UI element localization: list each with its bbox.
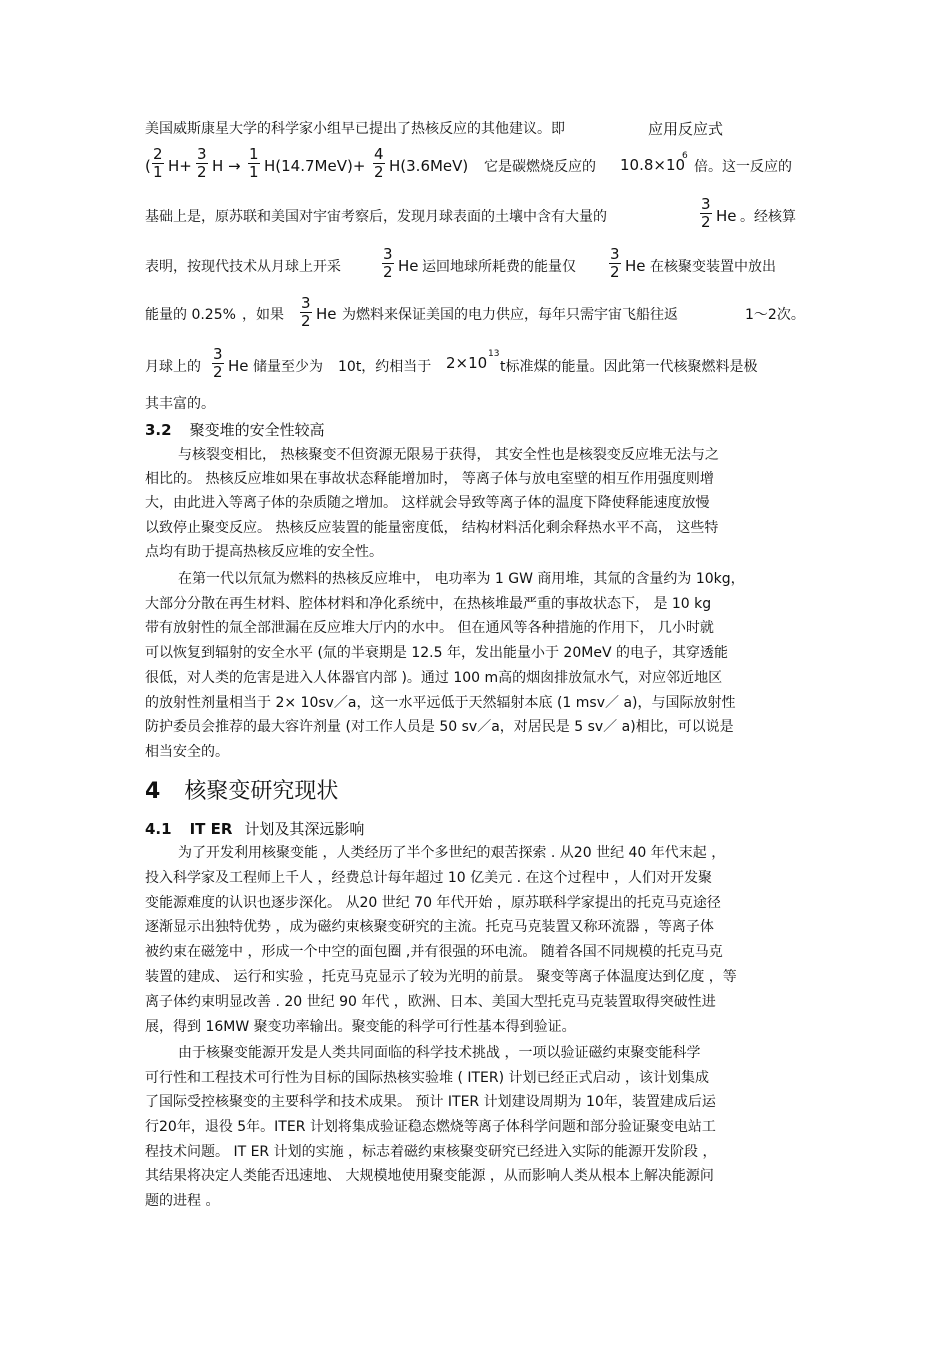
helium-symbol: He [716,207,737,225]
text-line: 展，得到 16MW 聚变功率输出。聚变能的科学可行性基本得到验证。 [145,1019,576,1035]
section-name: IT ER [189,820,233,838]
chapter-number: 4 [145,779,161,804]
text-line: 被约束在磁笼中 ，形成一个中空的面包圈 ,并有很强的环电流。 随着各国不同规模的托克马克 [145,944,723,960]
text-line: 题的进程 。 [145,1193,220,1209]
text-line: 可以恢复到辐射的安全水平 (氚的半衰期是 12.5 年，发出能量小于 20MeV 的电子，其穿透能 [145,645,728,661]
text-fragment: 它是碳燃烧反应的 [484,159,596,175]
text-fragment: 1～2次。 [745,307,805,323]
text-fragment: 10t，约相当于 [338,359,432,375]
fraction-denominator: 2 [383,263,393,281]
fraction-denominator: 2 [213,363,223,381]
text-line: 月球上的 [145,359,201,375]
he3-fraction [212,346,224,381]
text-line: 基础上是，原苏联和美国对宇宙考察后，发现月球表面的土壤中含有大量的 [145,209,607,225]
helium-symbol: He [625,257,646,275]
chapter-title: 核聚变研究现状 [184,779,339,804]
text-line: 能量的 0.25% [145,307,236,323]
fraction-denominator: 1 [153,163,163,181]
text-fragment: 运回地球所耗费的能量仅 [422,259,576,275]
formula-term: H → [212,157,241,175]
fraction-denominator: 2 [701,213,711,231]
text-line: 由于核聚变能源开发是人类共同面临的科学技术挑战 ，一项以验证磁约束聚变能科学 [178,1045,701,1061]
formula-term: H(3.6MeV) [389,157,469,175]
fraction-denominator: 2 [197,163,207,181]
text-fragment: 应用反应式 [648,120,724,138]
text-line: 逐渐显示出独特优势 ，成为磁约束核聚变研究的主流。托克马克装置又称环流器 ，等离子体 [145,919,714,935]
fraction-numerator: 4 [374,145,384,163]
fraction [373,146,385,181]
multiplier: 10.8×10 [620,156,686,174]
text-line: 可行性和工程技术可行性为目标的国际热核实验堆 ( ITER) 计划已经正式启动 ，该计划集成 [145,1070,709,1086]
text-line: 很低，对人类的危害是进入人体器官内部 )。通过 100 m高的烟囱排放氚水气，对应邻近地区 [145,670,723,686]
fraction-numerator: 3 [383,245,393,263]
text-fragment: 为燃料来保证美国的电力供应，每年只需宇宙飞船往返 [342,307,678,323]
helium-symbol: He [316,305,337,323]
text-line: 表明，按现代技术从月球上开采 [145,259,341,275]
text-line: 在第一代以氘氚为燃料的热核反应堆中， 电功率为 1 GW 商用堆，其氚的含量约为 10kg， [178,571,745,587]
text-line: 程技术问题。 IT ER 计划的实施 ，标志着磁约束核聚变研究已经进入实际的能源开发阶段 ， [145,1144,717,1160]
fraction-numerator: 3 [197,145,207,163]
text-line: 的放射性剂量相当于 2× 10sv／a，这一水平远低于天然辐射本底 (1 msv／ a)，与国际放射性 [145,695,736,711]
text-line: 防护委员会推荐的最大容许剂量 (对工作人员是 50 sv／a，对居民是 5 sv／ a)相比，可以说是 [145,719,734,735]
text-fragment: 在核聚变装置中放出 [650,259,776,275]
exponent: 13 [488,349,500,359]
fraction-numerator: 3 [213,345,223,363]
text-fragment: ，如果 [242,307,284,323]
fraction-numerator: 1 [249,145,259,163]
section-number: 4.1 [145,820,172,838]
text-line: 与核裂变相比， 热核聚变不但资源无限易于获得， 其安全性也是核裂变反应堆无法与之 [178,447,719,463]
text-line: 行20年，退役 5年。ITER 计划将集成验证稳态燃烧等离子体科学问题和部分验证聚变电站工 [145,1119,716,1135]
text-line: 为了开发利用核聚变能 ，人类经历了半个多世纪的艰苦探索 . 从20 世纪 40 年代末起 ， [178,845,726,861]
text-fragment: t标准煤的能量。因此第一代核聚燃料是极 [500,359,758,375]
text-fragment: 储量至少为 [253,359,323,375]
he3-fraction [700,196,712,231]
section-title: 聚变堆的安全性较高 [189,421,325,439]
helium-symbol: He [398,257,419,275]
text-line: 带有放射性的氚全部泄漏在反应堆大厅内的水中。 但在通风等各种措施的作用下， 几小时就 [145,620,714,636]
he3-fraction [300,295,312,330]
fraction-denominator: 2 [301,312,311,330]
text-fragment: 倍。这一反应的 [694,159,792,175]
exponent: 6 [682,151,688,161]
fraction-numerator: 3 [610,245,620,263]
chapter-heading [145,778,338,806]
fraction-numerator: 3 [301,294,311,312]
text-line: 其丰富的。 [145,396,215,412]
text-line: 离子体约束明显改善 . 20 世纪 90 年代 ，欧洲、日本、美国大型托克马克装置取得突破性进 [145,994,716,1010]
section-title: 计划及其深远影响 [244,820,365,838]
text-line: 大部分分散在再生材料、腔体材料和净化系统中，在热核堆最严重的事故状态下， 是 10 kg [145,596,712,612]
text-line: 变能源难度的认识也逐步深化。 从20 世纪 70 年代开始 ，原苏联科学家提出的托克马克途径 [145,895,721,911]
text-line: 相当安全的。 [145,744,229,760]
text-line: 以致停止聚变反应。 热核反应装置的能量密度低， 结构材料活化剩余释热水平不高， 这些特 [145,520,719,536]
text-line: 装置的建成、 运行和实验 ，托克马克显示了较为光明的前景。 聚变等离子体温度达到亿度 ，等 [145,969,737,985]
section-number: 3.2 [145,421,172,439]
fraction-denominator: 2 [610,263,620,281]
text-line: 了国际受控核聚变的主要科学和技术成果。 预计 ITER 计划建设周期为 10年，装置建成后运 [145,1094,716,1110]
section-heading [145,420,325,440]
fraction [152,146,164,181]
text-fragment: 。经核算 [740,209,796,225]
fraction-numerator: 3 [701,195,711,213]
text-line: 点均有助于提高热核反应堆的安全性。 [145,544,383,560]
fraction-denominator: 1 [249,163,259,181]
fraction [248,146,260,181]
he3-fraction [382,246,394,281]
text-line: 其结果将决定人类能否迅速地、 大规模地使用聚变能源 ，从而影响人类从根本上解决能源问 [145,1168,714,1184]
section-heading [145,819,364,839]
text-line: 大，由此进入等离子体的杂质随之增加。 这样就会导致等离子体的温度下降使释能速度放慢 [145,495,710,511]
text-line: 相比的。 热核反应堆如果在事故状态释能增加时， 等离子体与放电室壁的相互作用强度则增 [145,471,714,487]
helium-symbol: He [228,357,249,375]
multiplier: 2×10 [446,354,488,372]
text-line: 投入科学家及工程师上千人 ，经费总计每年超过 10 亿美元 . 在这个过程中 ，人们对开发聚 [145,870,712,886]
he3-fraction [609,246,621,281]
fraction-denominator: 2 [374,163,384,181]
formula-term: H+ [168,157,192,175]
fraction-numerator: 2 [153,145,163,163]
open-paren: ( [145,157,151,175]
fraction [196,146,208,181]
formula-term: H(14.7MeV)+ [264,157,366,175]
text-line: 美国威斯康星大学的科学家小组早已提出了热核反应的其他建议。即 [145,121,565,137]
